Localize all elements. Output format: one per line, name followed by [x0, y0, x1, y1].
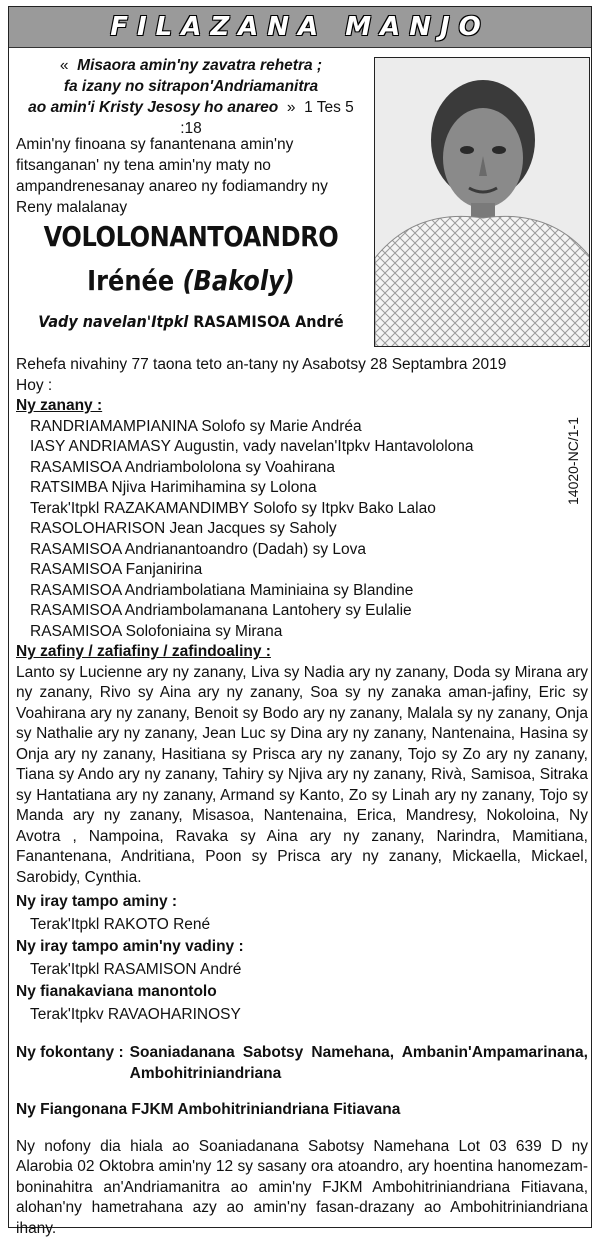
closing-text: Ny nofony dia hiala ao Soaniadanana Sabotsy Namehana Lot 03 639 D ny Alarobia 02 Oktobra amin'ny 12 sy sasany ora atoandro, ary hoentina hanomezam-boninahitra an'Andriamanitra ao amin'ny FJKM Ambohitriniandriana Fitiavana, alohan'ny hametrahana azy ao amin'ny fasan-drazany ao Ambohitriniandriana ihany. [16, 1137, 588, 1239]
quote-reference: 1 Tes 5 :18 [180, 99, 354, 137]
portrait-illustration [375, 58, 590, 347]
list-item: RASAMISOA Andriambolatiana Maminiaina sy Blandine [16, 581, 588, 602]
grandchildren-heading: Ny zafiny / zafiafiny / zafindoaliny : [16, 642, 588, 663]
quote-open: « [60, 57, 69, 74]
children-heading: Ny zanany : [16, 396, 588, 417]
deceased-given-name [41, 264, 342, 297]
spouse-name: RASAMISOA André [193, 312, 343, 331]
fokontany-label: Ny fokontany : [16, 1043, 130, 1084]
reference-code: 14020-NC/1-1 [565, 417, 581, 505]
death-notice: Rehefa nivahiny 77 taona teto an-tany ny Asabotsy 28 Septambra 2019 [16, 355, 588, 376]
list-item: RANDRIAMAMPIANINA Solofo sy Marie Andréa [16, 417, 588, 438]
grandchildren-text: Lanto sy Lucienne ary ny zanany, Liva sy Nadia ary ny zanany, Doda sy Mirana ary ny zanany, Rivo sy Aina ary ny zanany, Soa sy ny zanaka aman-jafiny, Eric sy Voahirana ary ny zanany, Benoit sy Bodo ary ny zanany, Malala sy ny zanany, Onja sy Nathalie ary ny zanany, Jean Luc sy Dina ary ny zanany, Nantenaina, Hasina sy Onja ary ny zanany, Hasitiana sy Prisca ary ny zanany, Tojo sy Zo ary ny zanany, Tiana sy Ando ary ny zanany, Tahiry sy Njiva ary ny zanany, Rivà, Samisoa, Sitraka sy Hantatiana ary ny zanany, Armand sy Kanto, Zo sy Linah ary ny zanany, Tojo sy Manda ary ny zanany, Misasoa, Nantenaina, Erica, Mandresy, Nokoloina, Ny Avotra , Nampoina, Ravaka sy Aina ary ny zanany, Narindra, Mamitiana, Fanantenana, Andritiana, Poon sy Prisca ary ny zanany, Mickaella, Mickael, Sarobidy, Cynthia. [16, 663, 588, 889]
list-item: RASAMISOA Andriambololona sy Voahirana [16, 458, 588, 479]
quote-close: » [287, 99, 296, 116]
bible-quote [16, 55, 366, 139]
spouse-line [34, 312, 349, 331]
deceased-nickname: (Bakoly) [183, 264, 295, 297]
list-item: RASAMISOA Andrianantoandro (Dadah) sy Lova [16, 540, 588, 561]
spouse-siblings-heading: Ny iray tampo amin'ny vadiny : [16, 937, 588, 958]
quote-line-3: ao amin'i Kristy Jesosy ho anareo [28, 99, 278, 116]
notice-banner [9, 7, 591, 48]
quote-line-2: fa izany no sitrapon'Andriamanitra [16, 76, 366, 97]
siblings-heading: Ny iray tampo aminy : [16, 892, 588, 913]
deceased-surname: VOLOLONANTOANDRO [41, 220, 342, 253]
list-item: Terak'Itpkl RAZAKAMANDIMBY Solofo sy Itpkv Bako Lalao [16, 499, 588, 520]
hoy-label: Hoy : [16, 376, 588, 397]
list-item: RASOLOHARISON Jean Jacques sy Saholy [16, 519, 588, 540]
spouse-prefix: Vady navelan'Itpkl [38, 312, 188, 331]
list-item: RATSIMBA Njiva Harimihamina sy Lolona [16, 478, 588, 499]
family-item: Terak'Itpkv RAVAOHARINOSY [16, 1005, 588, 1026]
notice-body [16, 355, 588, 1239]
church-name: Ny Fiangonana FJKM Ambohitriniandriana Fitiavana [16, 1100, 588, 1121]
portrait-photo [374, 57, 590, 347]
list-item: RASAMISOA Andriambolamanana Lantohery sy Eulalie [16, 601, 588, 622]
banner-title: FILAZANA MANJO [110, 12, 490, 42]
fokontany-block [16, 1043, 588, 1084]
list-item: RASAMISOA Solofoniaina sy Mirana [16, 622, 588, 643]
intro-text: Amin'ny finoana sy fanantenana amin'ny fitsanganan' ny tena amin'ny maty no ampandrenesanay anareo ny fodiamandry ny Reny malalanay [16, 134, 361, 218]
siblings-item: Terak'Itpkl RAKOTO René [16, 915, 588, 936]
family-heading: Ny fianakaviana manontolo [16, 982, 588, 1003]
fokontany-value: Soaniadanana Sabotsy Namehana, Ambanin'Ampamarinana, Ambohitriniandriana [130, 1043, 588, 1084]
deceased-first-name: Irénée [87, 264, 174, 297]
list-item: RASAMISOA Fanjanirina [16, 560, 588, 581]
list-item: IASY ANDRIAMASY Augustin, vady navelan'Itpkv Hantavololona [16, 437, 588, 458]
quote-line-1: Misaora amin'ny zavatra rehetra ; [77, 57, 322, 74]
spouse-siblings-item: Terak'Itpkl RASAMISON André [16, 960, 588, 981]
